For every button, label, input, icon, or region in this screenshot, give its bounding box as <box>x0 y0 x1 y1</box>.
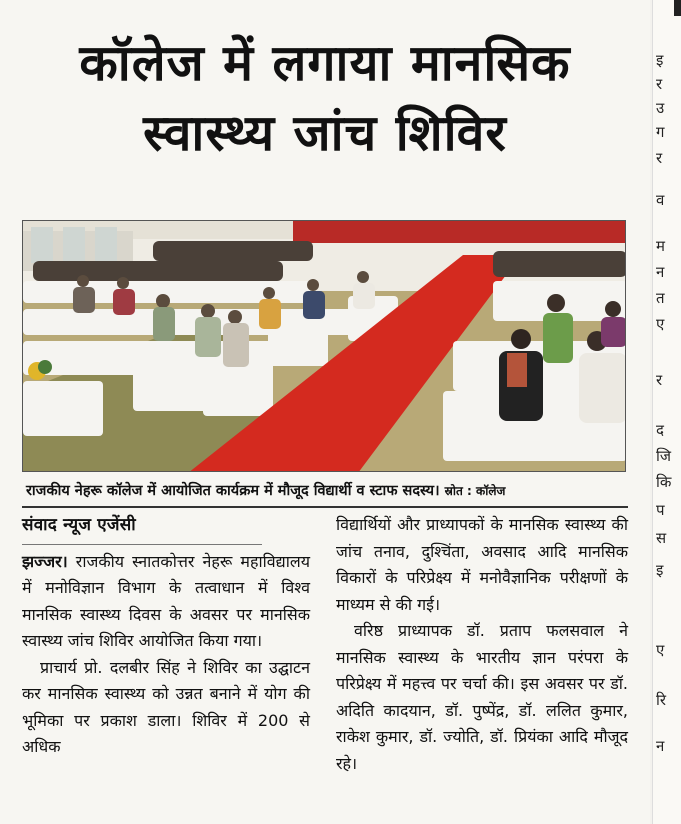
adjacent-strip-char: रि <box>656 691 667 709</box>
adjacent-strip-char: व <box>656 191 665 209</box>
dateline: झज्जर। <box>22 551 68 571</box>
adjacent-strip-char: प <box>656 501 665 519</box>
adjacent-strip-char: न <box>656 263 665 281</box>
adjacent-strip-char: स <box>656 529 667 547</box>
paragraph-2: प्राचार्य प्रो. दलबीर सिंह ने शिविर का उद्घाटन कर मानसिक स्वास्थ्य को उन्नत बनाने में योग की भूमिका पर प्रकाश डाला। शिविर में 200 से अधिक <box>22 657 310 756</box>
headline <box>0 28 650 168</box>
adjacent-strip-char: कि <box>656 473 672 491</box>
caption-text: राजकीय नेहरू कॉलेज में आयोजित कार्यक्रम में मौजूद विद्यार्थी व स्टाफ सदस्य। <box>26 483 440 499</box>
adjacent-strip-char: र <box>656 149 663 167</box>
corner-mark <box>674 0 681 16</box>
adjacent-strip-char: उ <box>656 99 665 117</box>
adjacent-strip-char: इ <box>656 51 664 69</box>
adjacent-strip-char: म <box>656 237 665 255</box>
adjacent-strip-char: ग <box>656 123 665 141</box>
adjacent-strip-char: र <box>656 371 663 389</box>
headline-line-1: कॉलेज में लगाया मानसिक <box>79 34 571 92</box>
adjacent-article-strip <box>652 0 681 824</box>
article-column-2 <box>336 512 628 777</box>
adjacent-strip-char: द <box>656 421 664 439</box>
caption-divider <box>22 506 628 508</box>
photo-credit: स्रोत : कॉलेज <box>444 484 506 498</box>
adjacent-strip-char: जि <box>656 447 672 465</box>
article-column-1 <box>22 512 310 761</box>
event-photo <box>22 220 626 472</box>
headline-line-2: स्वास्थ्य जांच शिविर <box>143 104 507 162</box>
byline-divider <box>22 544 262 545</box>
adjacent-strip-char: ए <box>656 641 665 659</box>
adjacent-strip-char: त <box>656 289 665 307</box>
paragraph-3: विद्यार्थियों और प्राध्यापकों के मानसिक स्वास्थ्य की जांच तनाव, दुश्चिंता, अवसाद आदि मानसिक विकारों के परिप्रेक्ष्य में मनोवैज्ञानिक परीक्षणों के माध्यम से की गई। <box>336 515 628 614</box>
paragraph-1 <box>22 549 310 655</box>
photo-caption <box>26 480 630 500</box>
paragraph-1-text: राजकीय स्नातकोत्तर नेहरू महाविद्यालय में मनोविज्ञान विभाग के तत्वाधान में विश्व मानसिक स्वास्थ्य दिवस के अवसर पर मानसिक स्वास्थ्य जांच शिविर आयोजित किया गया। <box>22 551 310 650</box>
auditorium-scene <box>23 221 626 472</box>
adjacent-strip-char: ए <box>656 315 665 333</box>
byline: संवाद न्यूज एजेंसी <box>22 515 136 535</box>
paragraph-4: वरिष्ठ प्राध्यापक डॉ. प्रताप फलसवाल ने मानसिक स्वास्थ्य के भारतीय ज्ञान परंपरा के परिप्रेक्ष्य में महत्त्व पर चर्चा की। इस अवसर पर डॉ. अदिति कादयान, डॉ. पुष्पेंद्र, डॉ. ललित कुमार, राकेश कुमार, डॉ. ज्योति, डॉ. प्रियंका आदि मौजूद रहे। <box>336 621 628 773</box>
adjacent-strip-char: इ <box>656 561 664 579</box>
adjacent-strip-char: न <box>656 737 665 755</box>
adjacent-strip-char: र <box>656 75 663 93</box>
